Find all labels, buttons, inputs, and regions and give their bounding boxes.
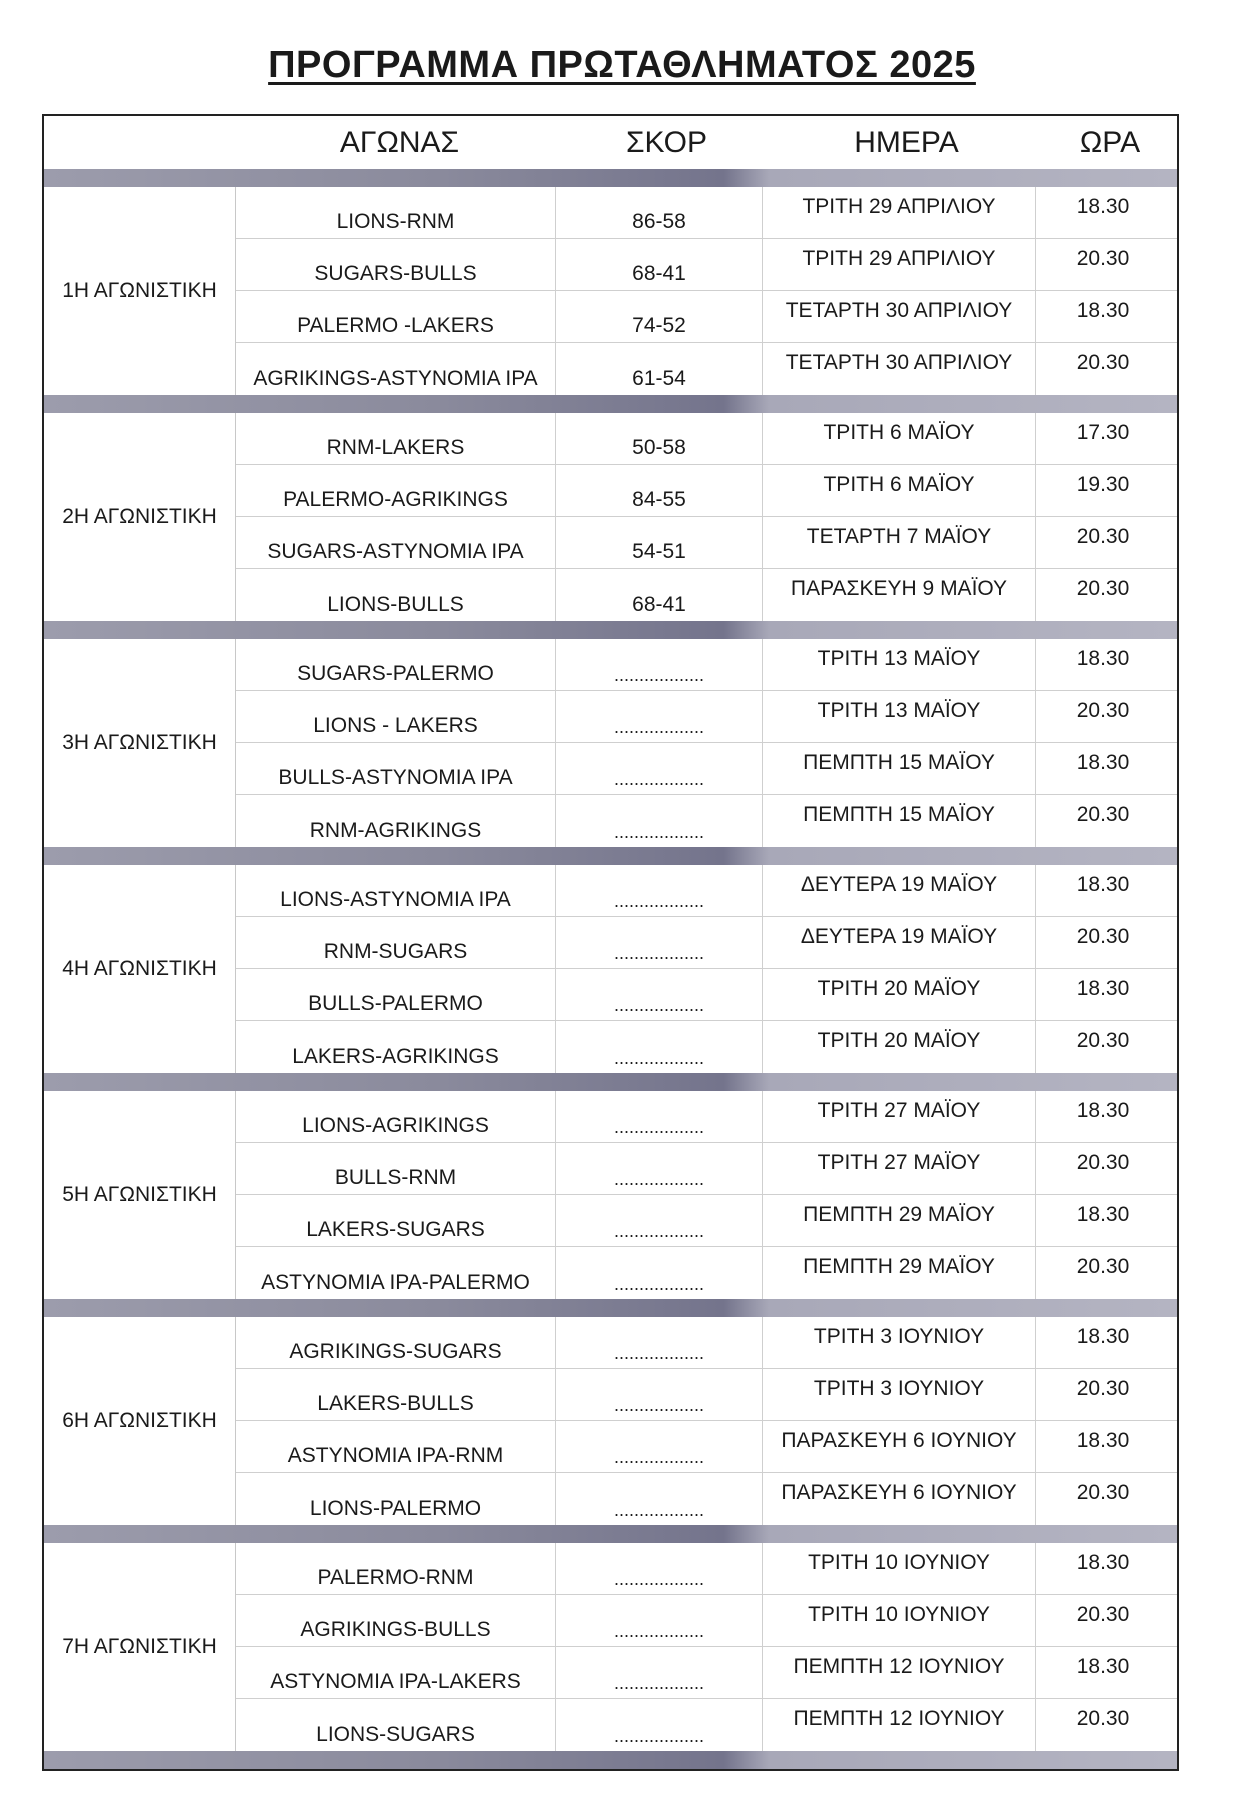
day-cell: ΤΡΙΤΗ 13 ΜΑΪΟΥ (763, 691, 1036, 742)
table-row (236, 1421, 1177, 1473)
match-cell: AGRIKINGS-BULLS (236, 1595, 556, 1646)
time-cell: 19.30 (1076, 473, 1130, 496)
table-row (236, 1247, 1177, 1299)
score-cell: .................. (556, 917, 763, 968)
score-cell: .................. (556, 1421, 763, 1472)
table-row (236, 1143, 1177, 1195)
match-cell: SUGARS-BULLS (236, 239, 556, 290)
score-cell: 86-58 (556, 187, 763, 238)
round-label: 2Η ΑΓΩΝΙΣΤΙΚΗ (44, 413, 236, 621)
round-label: 3Η ΑΓΩΝΙΣΤΙΚΗ (44, 639, 236, 847)
separator-band (44, 847, 1177, 865)
header-match: ΑΓΩΝΑΣ (339, 125, 460, 159)
round-games (236, 1543, 1177, 1751)
day-cell: ΤΡΙΤΗ 3 ΙΟΥΝΙΟΥ (763, 1317, 1036, 1368)
separator-band (44, 1073, 1177, 1091)
day-cell: ΤΡΙΤΗ 6 ΜΑΪΟΥ (763, 465, 1036, 516)
table-row (236, 187, 1177, 239)
day-cell: ΠΕΜΠΤΗ 29 ΜΑΪΟΥ (763, 1195, 1036, 1246)
match-cell: LAKERS-SUGARS (236, 1195, 556, 1246)
match-cell: PALERMO -LAKERS (236, 291, 556, 342)
header-day: ΗΜΕΡΑ (854, 125, 959, 159)
score-cell: .................. (556, 743, 763, 794)
match-cell: RNM-AGRIKINGS (236, 795, 556, 847)
time-cell: 18.30 (1076, 977, 1130, 1000)
day-cell: ΠΕΜΠΤΗ 12 ΙΟΥΝΙΟΥ (763, 1699, 1036, 1751)
score-cell: .................. (556, 1143, 763, 1194)
table-row (236, 1647, 1177, 1699)
match-cell: RNM-SUGARS (236, 917, 556, 968)
table-row (236, 865, 1177, 917)
score-cell: 84-55 (556, 465, 763, 516)
time-cell: 18.30 (1076, 1099, 1130, 1122)
match-cell: SUGARS-PALERMO (236, 639, 556, 690)
round-label: 6Η ΑΓΩΝΙΣΤΙΚΗ (44, 1317, 236, 1525)
score-cell: .................. (556, 969, 763, 1020)
score-cell: .................. (556, 865, 763, 916)
match-cell: BULLS-ASTYNOMIA IPA (236, 743, 556, 794)
score-cell: .................. (556, 1473, 763, 1525)
score-cell: 74-52 (556, 291, 763, 342)
round-group (44, 1317, 1177, 1525)
day-cell: ΠΑΡΑΣΚΕΥΗ 6 ΙΟΥΝΙΟΥ (763, 1421, 1036, 1472)
rounds-container (44, 187, 1177, 1769)
time-cell: 20.30 (1076, 1603, 1130, 1626)
day-cell: ΔΕΥΤΕΡΑ 19 ΜΑΪΟΥ (763, 865, 1036, 916)
time-cell: 18.30 (1076, 1551, 1130, 1574)
day-cell: ΤΡΙΤΗ 29 ΑΠΡΙΛΙΟΥ (763, 239, 1036, 290)
day-cell: ΤΡΙΤΗ 13 ΜΑΪΟΥ (763, 639, 1036, 690)
round-group (44, 639, 1177, 847)
day-cell: ΤΡΙΤΗ 27 ΜΑΪΟΥ (763, 1143, 1036, 1194)
match-cell: LIONS-RNM (236, 187, 556, 238)
table-row (236, 1317, 1177, 1369)
score-cell: .................. (556, 1021, 763, 1073)
time-cell: 18.30 (1076, 1655, 1130, 1678)
round-label: 4Η ΑΓΩΝΙΣΤΙΚΗ (44, 865, 236, 1073)
time-cell: 20.30 (1076, 1481, 1130, 1504)
match-cell: LIONS-ASTYNOMIA IPA (236, 865, 556, 916)
table-row (236, 343, 1177, 395)
header-time: ΩΡΑ (1079, 125, 1141, 159)
match-cell: AGRIKINGS-SUGARS (236, 1317, 556, 1368)
day-cell: ΠΑΡΑΣΚΕΥΗ 9 ΜΑΪΟΥ (763, 569, 1036, 621)
time-cell: 18.30 (1076, 751, 1130, 774)
day-cell: ΤΡΙΤΗ 20 ΜΑΪΟΥ (763, 969, 1036, 1020)
time-cell: 20.30 (1076, 1377, 1130, 1400)
table-row (236, 795, 1177, 847)
round-games (236, 639, 1177, 847)
day-cell: ΤΡΙΤΗ 3 ΙΟΥΝΙΟΥ (763, 1369, 1036, 1420)
score-cell: .................. (556, 1195, 763, 1246)
day-cell: ΤΡΙΤΗ 27 ΜΑΪΟΥ (763, 1091, 1036, 1142)
time-cell: 20.30 (1076, 351, 1130, 374)
time-cell: 20.30 (1076, 1151, 1130, 1174)
score-cell: 54-51 (556, 517, 763, 568)
time-cell: 18.30 (1076, 1203, 1130, 1226)
time-cell: 20.30 (1076, 699, 1130, 722)
table-row (236, 691, 1177, 743)
score-cell: .................. (556, 691, 763, 742)
time-cell: 20.30 (1076, 1255, 1130, 1278)
day-cell: ΤΕΤΑΡΤΗ 30 ΑΠΡΙΛΙΟΥ (763, 291, 1036, 342)
day-cell: ΠΑΡΑΣΚΕΥΗ 6 ΙΟΥΝΙΟΥ (763, 1473, 1036, 1525)
round-label: 1Η ΑΓΩΝΙΣΤΙΚΗ (44, 187, 236, 395)
table-row (236, 1195, 1177, 1247)
match-cell: PALERMO-AGRIKINGS (236, 465, 556, 516)
table-row (236, 1021, 1177, 1073)
day-cell: ΤΡΙΤΗ 20 ΜΑΪΟΥ (763, 1021, 1036, 1073)
match-cell: PALERMO-RNM (236, 1543, 556, 1594)
round-games (236, 865, 1177, 1073)
separator-band (44, 395, 1177, 413)
score-cell: 68-41 (556, 569, 763, 621)
time-cell: 20.30 (1076, 1029, 1130, 1052)
round-games (236, 1317, 1177, 1525)
match-cell: LIONS-BULLS (236, 569, 556, 621)
round-group (44, 865, 1177, 1073)
match-cell: ASTYNOMIA IPA-LAKERS (236, 1647, 556, 1698)
day-cell: ΠΕΜΠΤΗ 29 ΜΑΪΟΥ (763, 1247, 1036, 1299)
table-row (236, 639, 1177, 691)
match-cell: LIONS-PALERMO (236, 1473, 556, 1525)
time-cell: 18.30 (1076, 1325, 1130, 1348)
page-title (0, 44, 1244, 87)
round-group (44, 187, 1177, 395)
round-games (236, 1091, 1177, 1299)
score-cell: .................. (556, 1699, 763, 1751)
day-cell: ΤΡΙΤΗ 10 ΙΟΥΝΙΟΥ (763, 1595, 1036, 1646)
score-cell: .................. (556, 795, 763, 847)
time-cell: 17.30 (1076, 421, 1130, 444)
match-cell: LIONS - LAKERS (236, 691, 556, 742)
table-row (236, 969, 1177, 1021)
day-cell: ΠΕΜΠΤΗ 15 ΜΑΪΟΥ (763, 795, 1036, 847)
table-row (236, 1699, 1177, 1751)
separator-band (44, 1525, 1177, 1543)
round-label: 5Η ΑΓΩΝΙΣΤΙΚΗ (44, 1091, 236, 1299)
table-row (236, 291, 1177, 343)
time-cell: 18.30 (1076, 873, 1130, 896)
score-cell: .................. (556, 1647, 763, 1698)
table-row (236, 1595, 1177, 1647)
time-cell: 20.30 (1076, 925, 1130, 948)
table-row (236, 1369, 1177, 1421)
day-cell: ΤΕΤΑΡΤΗ 30 ΑΠΡΙΛΙΟΥ (763, 343, 1036, 395)
table-row (236, 413, 1177, 465)
separator-band (44, 1299, 1177, 1317)
day-cell: ΤΡΙΤΗ 10 ΙΟΥΝΙΟΥ (763, 1543, 1036, 1594)
score-cell: 68-41 (556, 239, 763, 290)
match-cell: SUGARS-ASTYNOMIA IPA (236, 517, 556, 568)
score-cell: .................. (556, 1595, 763, 1646)
table-row (236, 569, 1177, 621)
table-row (236, 1473, 1177, 1525)
match-cell: ASTYNOMIA IPA-RNM (236, 1421, 556, 1472)
table-row (236, 917, 1177, 969)
time-cell: 18.30 (1076, 299, 1130, 322)
time-cell: 20.30 (1076, 247, 1130, 270)
separator-band (44, 169, 1177, 187)
table-row (236, 239, 1177, 291)
separator-band (44, 621, 1177, 639)
day-cell: ΔΕΥΤΕΡΑ 19 ΜΑΪΟΥ (763, 917, 1036, 968)
time-cell: 20.30 (1076, 803, 1130, 826)
table-row (236, 1091, 1177, 1143)
schedule-table (42, 114, 1179, 1771)
score-cell: .................. (556, 1247, 763, 1299)
round-group (44, 1543, 1177, 1751)
day-cell: ΤΡΙΤΗ 6 ΜΑΪΟΥ (763, 413, 1036, 464)
time-cell: 20.30 (1076, 577, 1130, 600)
score-cell: .................. (556, 1091, 763, 1142)
round-group (44, 1091, 1177, 1299)
time-cell: 20.30 (1076, 1707, 1130, 1730)
round-label: 7Η ΑΓΩΝΙΣΤΙΚΗ (44, 1543, 236, 1751)
match-cell: LAKERS-AGRIKINGS (236, 1021, 556, 1073)
match-cell: RNM-LAKERS (236, 413, 556, 464)
match-cell: ASTYNOMIA IPA-PALERMO (236, 1247, 556, 1299)
time-cell: 18.30 (1076, 1429, 1130, 1452)
match-cell: LAKERS-BULLS (236, 1369, 556, 1420)
time-cell: 20.30 (1076, 525, 1130, 548)
match-cell: LIONS-AGRIKINGS (236, 1091, 556, 1142)
table-header (44, 116, 1177, 169)
match-cell: LIONS-SUGARS (236, 1699, 556, 1751)
page-title-text: ΠΡΟΓΡΑΜΜΑ ΠΡΩΤΑΘΛΗΜΑΤΟΣ 2025 (268, 44, 976, 86)
score-cell: 50-58 (556, 413, 763, 464)
match-cell: BULLS-PALERMO (236, 969, 556, 1020)
round-games (236, 187, 1177, 395)
header-score: ΣΚΟΡ (626, 125, 707, 159)
separator-band (44, 1751, 1177, 1769)
score-cell: .................. (556, 1317, 763, 1368)
score-cell: 61-54 (556, 343, 763, 395)
score-cell: .................. (556, 1369, 763, 1420)
day-cell: ΠΕΜΠΤΗ 12 ΙΟΥΝΙΟΥ (763, 1647, 1036, 1698)
score-cell: .................. (556, 1543, 763, 1594)
round-games (236, 413, 1177, 621)
table-row (236, 743, 1177, 795)
round-group (44, 413, 1177, 621)
match-cell: AGRIKINGS-ASTYNOMIA IPA (236, 343, 556, 395)
table-row (236, 517, 1177, 569)
day-cell: ΤΡΙΤΗ 29 ΑΠΡΙΛΙΟΥ (763, 187, 1036, 238)
score-cell: .................. (556, 639, 763, 690)
table-row (236, 465, 1177, 517)
time-cell: 18.30 (1076, 647, 1130, 670)
match-cell: BULLS-RNM (236, 1143, 556, 1194)
day-cell: ΠΕΜΠΤΗ 15 ΜΑΪΟΥ (763, 743, 1036, 794)
day-cell: ΤΕΤΑΡΤΗ 7 ΜΑΪΟΥ (763, 517, 1036, 568)
time-cell: 18.30 (1076, 195, 1130, 218)
table-row (236, 1543, 1177, 1595)
